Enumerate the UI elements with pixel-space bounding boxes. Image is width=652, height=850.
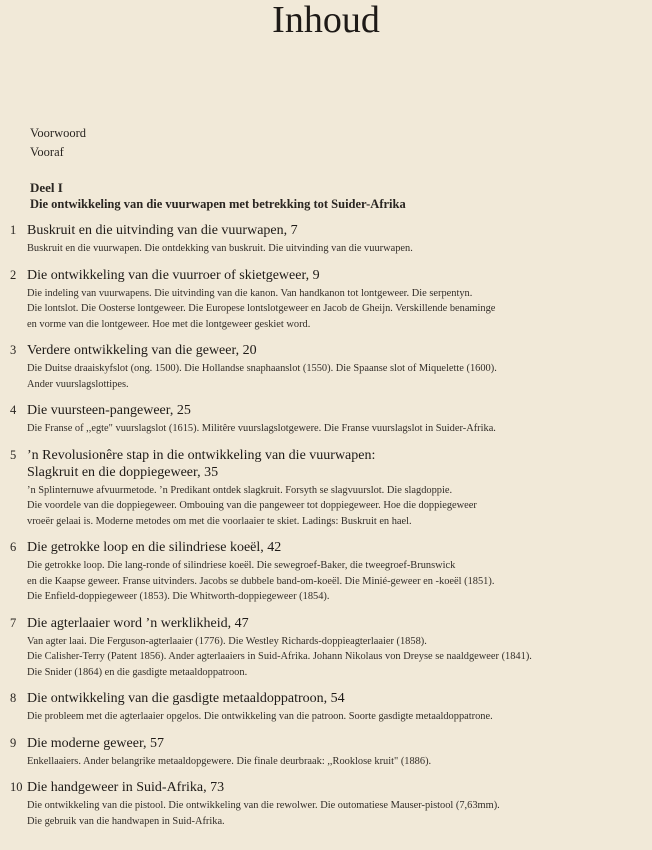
chapter-title-line: Die ontwikkeling van die gasdigte metaaldoppatroon, 54: [27, 691, 345, 706]
chapter-list: [10, 222, 640, 839]
part-number: Deel I: [30, 180, 63, 195]
chapter-summary-line: ’n Splinternuwe afvuurmetode. ’n Predikant ontdek slagkruit. Forsyth se slagvuurslot. Die slagdoppie.: [27, 484, 453, 496]
front-item-voorwoord[interactable]: Voorwoord: [30, 126, 87, 140]
chapter-entry[interactable]: [10, 735, 640, 770]
chapter-summary-line: Die ontwikkeling van die pistool. Die ontwikkeling van die rewolwer. Die outomatiese Mauser-pistool (7,63mm).: [27, 800, 500, 811]
chapter-summary-line: Die indeling van vuurwapens. Die uitvinding van die kanon. Van handkanon tot lontgeweer. Die serpentyn.: [27, 287, 473, 299]
chapter-title[interactable]: [27, 735, 640, 752]
part-heading: [30, 180, 406, 212]
chapter-summary-line: Die probleem met die agterlaaier opgelos. Die ontwikkeling van die patroon. Soorte gasdigte metaaldoppatrone.: [27, 711, 493, 722]
chapter-number: 6: [10, 540, 17, 554]
chapter-summary: [27, 483, 640, 530]
chapter-summary-line: Die Snider (1864) en die gasdigte metaaldoppatroon.: [27, 666, 248, 678]
chapter-title[interactable]: [27, 267, 640, 284]
chapter-number: 10: [10, 780, 23, 794]
chapter-entry[interactable]: [10, 342, 640, 392]
chapter-summary-line: Ander vuurslagslottipes.: [27, 378, 129, 390]
chapter-summary: [27, 798, 640, 829]
chapter-number: 2: [10, 267, 17, 282]
chapter-number: 8: [10, 691, 17, 705]
chapter-summary-line: Enkellaaiers. Ander belangrike metaaldopgewere. Die finale deurbraak: ,,Rooklose kruit" (1886).: [27, 755, 432, 767]
chapter-number: 3: [10, 343, 17, 357]
chapter-title-line: Buskruit en die uitvinding van die vuurwapen, 7: [27, 223, 298, 238]
chapter-title[interactable]: [27, 690, 640, 707]
chapter-title-line: Verdere ontwikkeling van die geweer, 20: [27, 343, 257, 358]
chapter-title[interactable]: [27, 615, 640, 632]
chapter-summary-line: Van agter laai. Die Ferguson-agterlaaier (1776). Die Westley Richards-doppieagterlaaier (1858).: [27, 635, 427, 647]
chapter-summary-line: en die Kaapse geweer. Franse uitvinders. Jacobs se dubbele band-om-koeël. Die Minié-geweer en -koeël (1851).: [27, 575, 495, 587]
chapter-title[interactable]: [27, 342, 640, 359]
chapter-title[interactable]: [27, 447, 640, 481]
chapter-summary-line: en vorme van die lontgeweer. Hoe met die lontgeweer geskiet word.: [27, 318, 311, 330]
chapter-summary: [27, 421, 640, 437]
chapter-summary: [27, 241, 640, 257]
chapter-title[interactable]: [27, 539, 640, 556]
chapter-entry[interactable]: [10, 779, 640, 829]
chapter-summary: [27, 286, 640, 333]
chapter-summary: [27, 634, 640, 681]
page-title: Inhoud: [272, 0, 380, 41]
chapter-summary-line: Die lontslot. Die Oosterse lontgeweer. Die Europese lontslotgeweer en Jacob de Gheijn. Verskillende benaminge: [27, 303, 496, 314]
part-title: Die ontwikkeling van die vuurwapen met betrekking tot Suider-Afrika: [30, 197, 406, 211]
chapter-summary: [27, 361, 640, 392]
chapter-title-line: Die moderne geweer, 57: [27, 735, 165, 751]
chapter-title-line: Die ontwikkeling van die vuurroer of skietgeweer, 9: [27, 267, 320, 283]
chapter-summary: [27, 754, 640, 770]
chapter-title[interactable]: [27, 402, 640, 419]
front-item-vooraf[interactable]: Vooraf: [30, 145, 64, 159]
chapter-summary-line: Die Franse of ,,egte" vuurslagslot (1615). Militêre vuurslagslotgewere. Die Franse vuurslagslot in Suider-Afrika.: [27, 423, 496, 434]
chapter-title-line: Slagkruit en die doppiegeweer, 35: [27, 464, 219, 480]
chapter-number: 7: [10, 615, 17, 630]
chapter-entry[interactable]: [10, 402, 640, 437]
chapter-summary: [27, 558, 640, 605]
chapter-entry[interactable]: [10, 539, 640, 605]
chapter-summary-line: Die voordele van die doppiegeweer. Ombouing van die pangeweer tot doppiegeweer. Hoe die doppiegeweer: [27, 500, 477, 511]
chapter-number: 9: [10, 735, 17, 750]
chapter-summary: [27, 709, 640, 725]
chapter-title-line: ’n Revolusionêre stap in die ontwikkeling van die vuurwapen:: [27, 447, 376, 463]
chapter-number: 5: [10, 447, 17, 462]
chapter-entry[interactable]: [10, 447, 640, 530]
chapter-number: 1: [10, 223, 17, 237]
chapter-summary-line: Die Enfield-doppiegeweer (1853). Die Whitworth-doppiegeweer (1854).: [27, 591, 330, 602]
chapter-summary-line: vroeër gelaai is. Moderne metodes om met die voorlaaier te skiet. Ladings: Buskruit en hael.: [27, 515, 412, 527]
chapter-title-line: Die vuursteen-pangeweer, 25: [27, 403, 191, 418]
chapter-title-line: Die handgeweer in Suid-Afrika, 73: [27, 780, 225, 795]
chapter-entry[interactable]: [10, 267, 640, 333]
chapter-entry[interactable]: [10, 690, 640, 725]
chapter-title-line: Die agterlaaier word ’n werklikheid, 47: [27, 615, 249, 631]
chapter-title-line: Die getrokke loop en die silindriese koeël, 42: [27, 540, 282, 555]
chapter-entry[interactable]: [10, 222, 640, 257]
chapter-summary-line: Buskruit en die vuurwapen. Die ontdekking van buskruit. Die uitvinding van die vuurwapen.: [27, 243, 413, 254]
chapter-summary-line: Die Calisher-Terry (Patent 1856). Ander agterlaaiers in Suid-Afrika. Johann Nikolaus von Dreyse se naaldgeweer (1841).: [27, 651, 532, 662]
front-matter: [30, 124, 86, 162]
chapter-entry[interactable]: [10, 615, 640, 681]
chapter-title[interactable]: [27, 779, 640, 796]
chapter-summary-line: Die gebruik van die handwapen in Suid-Afrika.: [27, 815, 225, 827]
chapter-number: 4: [10, 403, 17, 417]
chapter-title[interactable]: [27, 222, 640, 239]
chapter-summary-line: Die getrokke loop. Die lang-ronde of silindriese koeël. Die sewegroef-Baker, die tweegroef-Brunswick: [27, 560, 456, 571]
chapter-summary-line: Die Duitse draaiskyfslot (ong. 1500). Die Hollandse snaphaanslot (1550). Die Spaanse slot of Miquelette (1600).: [27, 363, 497, 374]
